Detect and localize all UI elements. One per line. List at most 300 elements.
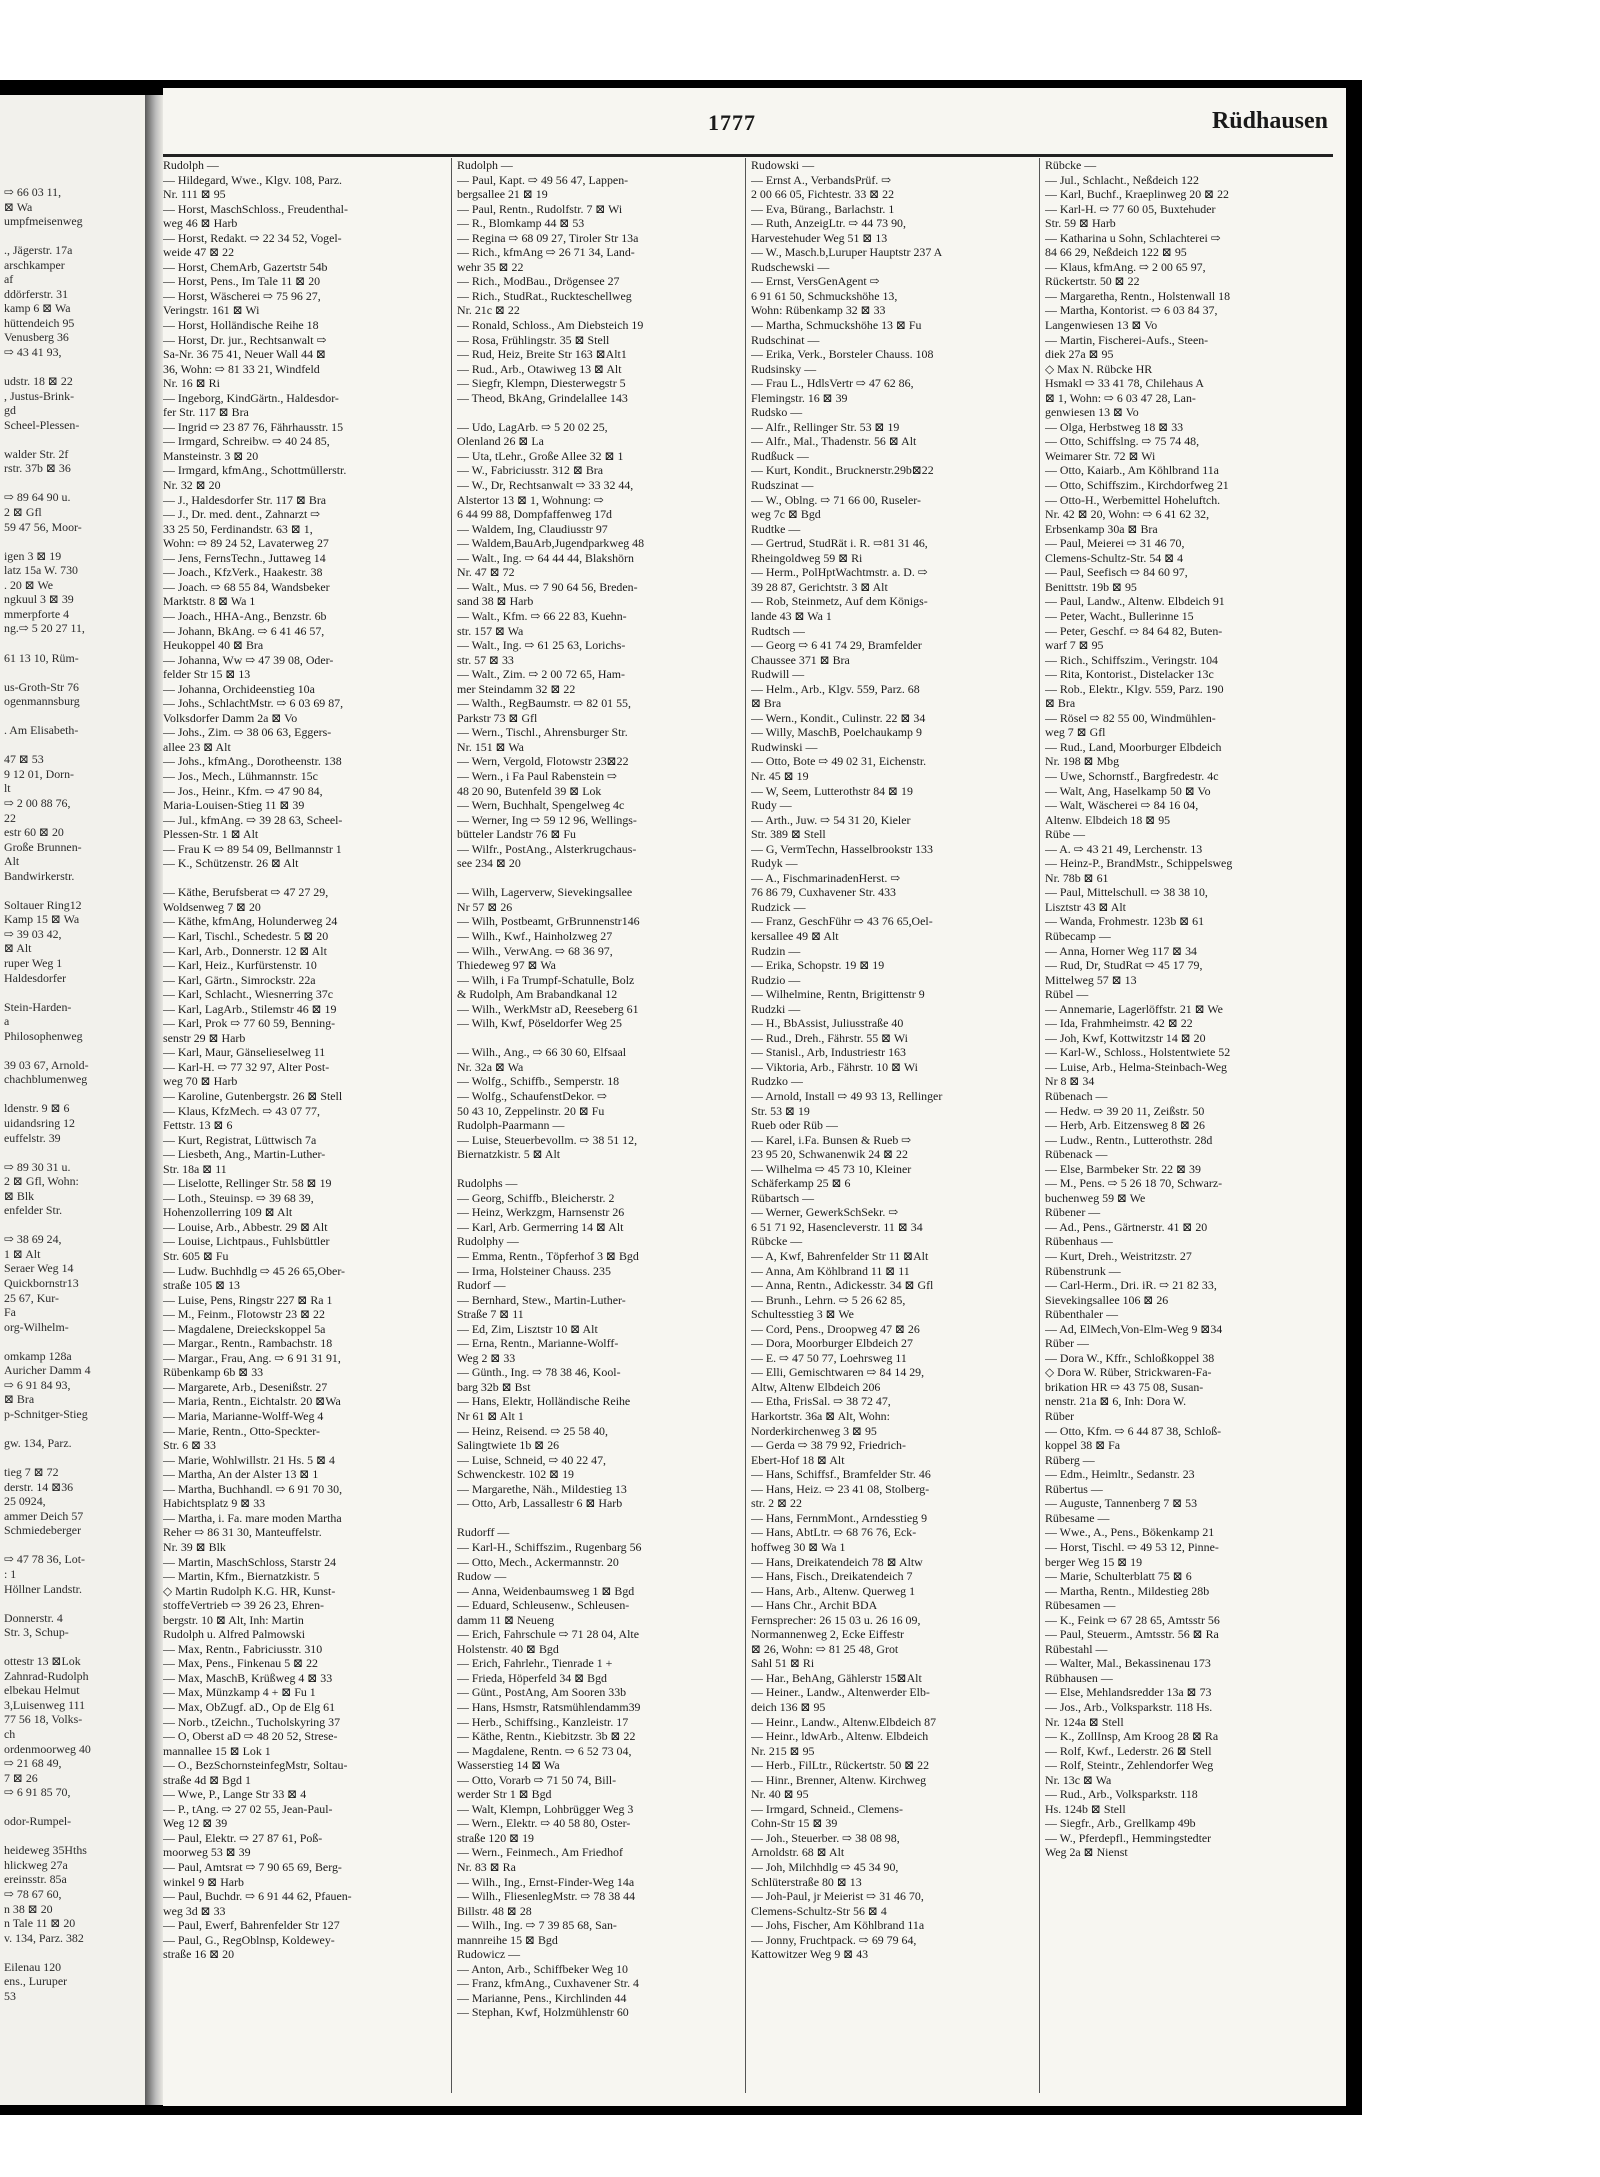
directory-line: — Karoline, Gutenbergstr. 26 ⊠ Stell [163, 1089, 343, 1103]
directory-line: Cohn-Str 15 ⊠ 39 [751, 1816, 838, 1831]
directory-line: — Wilh., Ing., Ernst-Finder-Weg 14a [457, 1874, 635, 1889]
directory-line: Str. 605 ⊠ Fu [163, 1249, 229, 1264]
directory-line: — Stephan, Kwf, Holzmühlenstr 60 [457, 2005, 629, 2020]
directory-line: — Waldem,BauArb,Jugendparkweg 48 [457, 536, 645, 551]
left-page-line: ng.⇨ 5 20 27 11, [4, 621, 85, 636]
left-page-line: Haldesdorfer [4, 970, 67, 985]
directory-line: — Margarete, Arb., Desenißstr. 27 [163, 1379, 328, 1394]
left-page-line: ⊠ Alt [4, 941, 32, 956]
page-number: 1777 [708, 110, 756, 135]
directory-line: — Eduard, Schleusenw., Schleusen- [457, 1598, 630, 1613]
column-divider [745, 158, 746, 2093]
directory-line: Str. 18a ⊠ 11 [163, 1161, 227, 1176]
directory-line: ◇ Max N. Rübcke HR [1045, 361, 1153, 376]
column-1 [163, 158, 445, 2098]
directory-line: Rübenkamp 6b ⊠ 33 [163, 1365, 264, 1380]
directory-line: — Heinz-P., BrandMstr., Schippelsweg [1045, 856, 1233, 871]
directory-line: — Johs., kfmAng., Dorotheenstr. 138 [163, 754, 342, 769]
page-header [163, 102, 1346, 142]
directory-line: — Liselotte, Rellinger Str. 58 ⊠ 19 [163, 1176, 332, 1191]
left-page-line: ldenstr. 9 ⊠ 6 [4, 1101, 70, 1116]
directory-line: — Else, Mehlandsredder 13a ⊠ 73 [1045, 1685, 1212, 1700]
left-page-line: 2 ⊠ Gfl, Wohn: [4, 1174, 79, 1189]
directory-line: — Walt., Ing. ⇨ 64 44 44, Blakshörn [457, 550, 634, 565]
left-page-line: 22 [4, 810, 16, 825]
left-page-line: a [4, 1014, 10, 1029]
directory-line: — Rob., Elektr., Klgv. 559, Parz. 190 [1045, 681, 1224, 696]
directory-line: — Martha, Rentn., Mildestieg 28b [1045, 1583, 1210, 1598]
directory-line: 6 51 71 92, Hasencleverstr. 11 ⊠ 34 [751, 1219, 923, 1234]
directory-line: Hsmakl ⇨ 33 41 78, Chilehaus A [1045, 376, 1204, 391]
directory-line: see 234 ⊠ 20 [457, 856, 521, 871]
left-page-line: lt [4, 781, 11, 796]
directory-line: — Wwe, P., Lange Str 33 ⊠ 4 [163, 1787, 307, 1802]
directory-line: — Uta, tLehr., Große Allee 32 ⊠ 1 [457, 448, 624, 463]
left-page-line: ereinsstr. 85a [4, 1872, 67, 1887]
directory-line: — Anton, Arb., Schiffbeker Weg 10 [457, 1961, 628, 1976]
directory-line: mer Steindamm 32 ⊠ 22 [457, 681, 576, 696]
directory-line: — Martha, Schmuckshöhe 13 ⊠ Fu [751, 318, 922, 333]
directory-line: Rheingoldweg 59 ⊠ Ri [751, 550, 863, 565]
directory-line: — Wilh., WerkMstr aD, Reeseberg 61 [457, 1001, 639, 1016]
directory-line: — Wanda, Frohmestr. 123b ⊠ 61 [1045, 914, 1205, 929]
directory-line: Altw, Altenw Elbdeich 206 [751, 1379, 881, 1394]
directory-line: Rübenthaler — [1045, 1307, 1118, 1322]
directory-line: allee 23 ⊠ Alt [163, 739, 231, 754]
directory-line: — Theod, BkAng, Grindelallee 143 [457, 390, 628, 405]
directory-line: — Max, Pens., Finkenau 5 ⊠ 22 [163, 1656, 318, 1671]
directory-line: — Wwe., A., Pens., Bökenkamp 21 [1045, 1525, 1215, 1540]
directory-line: Nr. 151 ⊠ Wa [457, 739, 524, 754]
directory-line: — Martha, i. Fa. mare moden Martha [163, 1510, 342, 1525]
directory-line: Weimarer Str. 72 ⊠ Wi [1045, 448, 1156, 463]
directory-line: — Heinr., ldwArb., Altenw. Elbdeich [751, 1729, 929, 1744]
directory-line: weg 70 ⊠ Harb [163, 1074, 238, 1089]
directory-line: 39 28 87, Gerichtstr. 3 ⊠ Alt [751, 579, 888, 594]
directory-line: weg 7 ⊠ Gfl [1045, 725, 1106, 740]
left-page-line: rstr. 37b ⊠ 36 [4, 461, 71, 476]
left-page-line: 59 47 56, Moor- [4, 519, 82, 534]
left-page-line [4, 883, 145, 898]
directory-line: — K., Feink ⇨ 67 28 65, Amtsstr 56 [1045, 1612, 1220, 1627]
directory-line: Sahl 51 ⊠ Ri [751, 1656, 815, 1671]
directory-line: — Wilhelma ⇨ 45 73 10, Kleiner [751, 1161, 912, 1176]
directory-line: Rudowicz — [457, 1947, 521, 1962]
directory-line: hoffweg 30 ⊠ Wa 1 [751, 1539, 846, 1554]
left-page-line: ⇨ 6 91 85 70, [4, 1785, 71, 1800]
left-page-line: Kamp 15 ⊠ Wa [4, 912, 80, 927]
left-page-line: euffelstr. 39 [4, 1130, 61, 1145]
directory-line: Nr. 21c ⊠ 22 [457, 303, 520, 318]
directory-line: — Anna, Weidenbaumsweg 1 ⊠ Bgd [457, 1583, 635, 1598]
directory-line: — Arth., Juw. ⇨ 54 31 20, Kieler [751, 812, 911, 827]
directory-line: — Rolf, Steintr., Zehlendorfer Weg [1045, 1758, 1214, 1773]
directory-line: Straße 7 ⊠ 11 [457, 1307, 524, 1322]
directory-line: Maria-Louisen-Stieg 11 ⊠ 39 [163, 798, 305, 813]
directory-line: — W., Masch.b,Luruper Hauptstr 237 A [751, 245, 943, 260]
directory-line: — Paul, Mittelschull. ⇨ 38 38 10, [1045, 885, 1208, 900]
directory-line: Biernatzkistr. 5 ⊠ Alt [457, 1147, 561, 1162]
directory-line: ⊠ Bra [751, 696, 782, 711]
directory-line: — Paul, Ewerf, Bahrenfelder Str 127 [163, 1918, 340, 1933]
directory-line: Schwenckestr. 102 ⊠ 19 [457, 1467, 574, 1482]
directory-line: — Anna, Am Köhlbrand 11 ⊠ 11 [751, 1263, 910, 1278]
directory-line: — Paul, Seefisch ⇨ 84 60 97, [1045, 565, 1188, 580]
left-page-line [4, 1640, 145, 1655]
left-page-line [4, 1087, 145, 1102]
directory-line: — W, Seem, Lutterothstr 84 ⊠ 19 [751, 783, 913, 798]
directory-line: — Erika, Verk., Borsteler Chauss. 108 [751, 347, 934, 362]
left-page-line: ⇨ 89 64 90 u. [4, 490, 71, 505]
directory-line: — Joach. ⇨ 68 55 84, Wandsbeker [163, 579, 330, 594]
directory-line: Rübenack — [1045, 1147, 1108, 1162]
directory-line: — Luise, Steuerbevollm. ⇨ 38 51 12, [457, 1132, 638, 1147]
left-page-line: v. 134, Parz. 382 [4, 1930, 84, 1945]
directory-line: — Käthe, Berufsberat ⇨ 47 27 29, [163, 885, 329, 900]
directory-line: — Hedw. ⇨ 39 20 11, Zeißstr. 50 [1045, 1103, 1205, 1118]
directory-line: — H., BbAssist, Juliusstraße 40 [751, 1016, 904, 1031]
directory-line: — Irmgard, Schneid., Clemens- [751, 1801, 903, 1816]
directory-line: Nr. 47 ⊠ 72 [457, 565, 515, 580]
directory-line: — Auguste, Tannenberg 7 ⊠ 53 [1045, 1496, 1198, 1511]
directory-line: winkel 9 ⊠ Harb [163, 1874, 244, 1889]
directory-line: — Rud., Dreh., Fährstr. 55 ⊠ Wi [751, 1030, 908, 1045]
directory-line: — Martha, Buchhandl. ⇨ 6 91 70 30, [163, 1481, 343, 1496]
left-page-line: Stein-Harden- [4, 999, 72, 1014]
directory-line: mannallee 15 ⊠ Lok 1 [163, 1743, 271, 1758]
directory-line: — Maria, Rentn., Eichtalstr. 20 ⊠Wa [163, 1394, 341, 1409]
left-page-line: Fa [4, 1305, 16, 1320]
directory-line: Rückertstr. 50 ⊠ 22 [1045, 274, 1140, 289]
left-page-line: . 20 ⊠ We [4, 577, 54, 592]
directory-line: — Max, Rentn., Fabriciusstr. 310 [163, 1641, 323, 1656]
directory-line: — Jonny, Fruchtpack. ⇨ 69 79 64, [751, 1932, 917, 1947]
directory-line: — Horst, Pens., Im Tale 11 ⊠ 20 [163, 274, 321, 289]
left-page-line: us-Groth-Str 76 [4, 679, 79, 694]
directory-line: Rübesame — [1045, 1510, 1110, 1525]
directory-line: Rudsinsky — [751, 361, 817, 376]
left-page-line: ruper Weg 1 [4, 955, 63, 970]
left-page-line: ., Jägerstr. 17a [4, 243, 73, 258]
left-page-line: uidandsring 12 [4, 1116, 76, 1130]
directory-line: — Hans, Arb., Altenw. Querweg 1 [751, 1583, 916, 1598]
left-page-line: ⇨ 47 78 36, Lot- [4, 1552, 85, 1567]
left-page-line: ⇨ 66 03 11, [4, 185, 62, 199]
directory-line: weg 46 ⊠ Harb [163, 216, 238, 231]
directory-line: — Wolfg., SchaufenstDekor. ⇨ [457, 1089, 608, 1103]
directory-line: — Hildegard, Wwe., Klgv. 108, Parz. [163, 172, 342, 187]
left-page-line [4, 636, 145, 651]
directory-line: 50 43 10, Zeppelinstr. 20 ⊠ Fu [457, 1103, 605, 1118]
directory-line: Plessen-Str. 1 ⊠ Alt [163, 827, 259, 842]
directory-line: — G, VermTechn, Hasselbrookstr 133 [751, 841, 933, 856]
directory-line: — Otto-H., Werbemittel Hoheluftch. [1045, 492, 1221, 507]
directory-line: — Rob, Steinmetz, Auf dem Königs- [751, 594, 928, 609]
directory-line: — Alfr., Mal., Thadenstr. 56 ⊠ Alt [751, 434, 917, 449]
directory-line: — Karl, Maur, Gänselieselweg 11 [163, 1045, 326, 1060]
directory-line: Schultesstieg 3 ⊠ We [751, 1307, 854, 1322]
directory-line: Schlüterstraße 80 ⊠ 13 [751, 1874, 862, 1889]
directory-line: — Karl-H. ⇨ 77 60 05, Buxtehuder [1045, 201, 1216, 216]
left-page-line: ⇨ 78 67 60, [4, 1886, 62, 1901]
left-page-line: : 1 [4, 1566, 17, 1581]
directory-line: — Wilh., Ing. ⇨ 7 39 85 68, San- [457, 1918, 617, 1933]
directory-page [163, 88, 1346, 2106]
directory-line: — Horst, Redakt. ⇨ 22 34 52, Vogel- [163, 230, 342, 245]
directory-line: — Ronald, Schloss., Am Diebsteich 19 [457, 318, 644, 333]
directory-line: 76 86 79, Cuxhavener Str. 433 [751, 885, 896, 900]
directory-line: — J., Dr. med. dent., Zahnarzt ⇨ [163, 507, 321, 522]
left-page-line [4, 1334, 145, 1349]
directory-line: — Louise, Lichtpaus., Fuhlsbüttler [163, 1234, 330, 1249]
directory-line: Flemingstr. 16 ⊠ 39 [751, 390, 848, 405]
directory-line: — Irmgard, kfmAng., Schottmüllerstr. [163, 463, 347, 478]
directory-line: Salingtwiete 1b ⊠ 26 [457, 1438, 560, 1453]
left-page-line: ⊠ Bra [4, 1392, 35, 1407]
directory-line: Erbsenkamp 30a ⊠ Bra [1045, 521, 1158, 536]
left-page-line [4, 476, 145, 491]
directory-line: Rübhausen — [1045, 1670, 1113, 1685]
directory-line: — Wilh, i Fa Trumpf-Schatulle, Bolz [457, 972, 635, 987]
directory-line: Clemens-Schultz-Str. 54 ⊠ 4 [1045, 550, 1184, 565]
directory-line: — Wern, Buchhalt, Spengelweg 4c [457, 798, 625, 813]
left-page-line [4, 1596, 145, 1611]
directory-line: — Har., BehAng, Gählerstr 15⊠Alt [751, 1670, 922, 1685]
left-page-line: ammer Deich 57 [4, 1508, 84, 1523]
directory-line: — Martha, An der Alster 13 ⊠ 1 [163, 1467, 319, 1482]
directory-line: — M., Pens. ⇨ 5 26 18 70, Schwarz- [1045, 1176, 1223, 1191]
directory-line: Altenw. Elbdeich 18 ⊠ 95 [1045, 812, 1171, 827]
directory-line: — Joh-Paul, jr Meierist ⇨ 31 46 70, [751, 1889, 924, 1904]
directory-line: damm 11 ⊠ Neueng [457, 1612, 555, 1627]
directory-line: Str. 53 ⊠ 19 [751, 1103, 810, 1118]
directory-line: Rudorff — [457, 1525, 510, 1540]
directory-line: — Margaretha, Rentn., Holstenwall 18 [1045, 288, 1231, 303]
directory-line: — Käthe, Rentn., Kiebitzstr. 3b ⊠ 22 [457, 1729, 636, 1744]
column-3 [751, 158, 1033, 2098]
directory-line: — Erich, Fahrlehr., Tienrade 1 + [457, 1656, 613, 1671]
directory-line: weg 7c ⊠ Bgd [751, 507, 821, 522]
left-page-line: ottestr 13 ⊠Lok [4, 1654, 81, 1669]
directory-line: — Otto, Vorarb ⇨ 71 50 74, Bill- [457, 1772, 617, 1787]
directory-line: Rudzko — [751, 1074, 803, 1089]
directory-line: straße 16 ⊠ 20 [163, 1947, 235, 1962]
directory-line: Nr. 83 ⊠ Ra [457, 1859, 516, 1874]
directory-line: — J., Haldesdorfer Str. 117 ⊠ Bra [163, 492, 327, 507]
directory-line: — Wilh., VerwAng. ⇨ 68 36 97, [457, 943, 613, 958]
directory-line: Nr. 198 ⊠ Mbg [1045, 754, 1120, 769]
directory-line: koppel 38 ⊠ Fa [1045, 1438, 1121, 1453]
directory-line: — Wern., Kondit., Culinstr. 22 ⊠ 34 [751, 710, 926, 725]
directory-line: — P., tAng. ⇨ 27 02 55, Jean-Paul- [163, 1801, 333, 1816]
left-page-line: gw. 134, Parz. [4, 1436, 72, 1451]
directory-line: 84 66 29, Neßdeich 122 ⊠ 95 [1045, 245, 1187, 260]
directory-line: weide 47 ⊠ 22 [163, 245, 235, 260]
left-page-line: af [4, 272, 14, 287]
directory-line: — Margar., Rentn., Rambachstr. 18 [163, 1336, 333, 1351]
directory-line: — Wilh, Postbeamt, GrBrunnenstr146 [457, 914, 640, 929]
directory-line: — Anna, Rentn., Adickesstr. 34 ⊠ Gfl [751, 1278, 934, 1293]
directory-line: — Günt., PostAng, Am Sooren 33b [457, 1685, 627, 1700]
directory-line: — Gerda ⇨ 38 79 92, Friedrich- [751, 1438, 906, 1453]
directory-line: — Paul, Kapt. ⇨ 49 56 47, Lappen- [457, 172, 629, 187]
directory-line: — Loth., Steuinsp. ⇨ 39 68 39, [163, 1190, 314, 1205]
directory-line: — Irmgard, Schreibw. ⇨ 40 24 85, [163, 434, 330, 449]
left-page-line: estr 60 ⊠ 20 [4, 825, 64, 840]
directory-line: — Marie, Schulterblatt 75 ⊠ 6 [1045, 1569, 1192, 1584]
directory-line: — Franz, kfmAng., Cuxhavener Str. 4 [457, 1976, 639, 1991]
left-page-line: Zahnrad-Rudolph [4, 1668, 89, 1683]
left-page-line [4, 229, 145, 244]
left-page-line: hüttendeich 95 [4, 315, 75, 330]
directory-line: Str. 59 ⊠ Harb [1045, 216, 1116, 231]
directory-line: — Herb., FilLtr., Rückertstr. 50 ⊠ 22 [751, 1758, 930, 1773]
directory-line: — Günth., Ing. ⇨ 78 38 46, Kool- [457, 1365, 621, 1380]
left-page-line [4, 1800, 145, 1815]
directory-line: Parkstr 73 ⊠ Gfl [457, 710, 538, 725]
column-2 [457, 158, 739, 2098]
directory-line: — Ernst, VersGenAgent ⇨ [751, 274, 880, 289]
directory-line: Rübertus — [1045, 1481, 1103, 1496]
directory-line: Volksdorfer Damm 2a ⊠ Vo [163, 710, 298, 725]
directory-line: — Walt., Mus. ⇨ 7 90 64 56, Breden- [457, 579, 638, 594]
directory-line: — Jos., Arb., Volksparkstr. 118 Hs. [1045, 1699, 1213, 1714]
directory-line: ⊠ 26, Wohn: ⇨ 81 25 48, Grot [751, 1641, 899, 1656]
left-page-line [4, 1829, 145, 1844]
left-page-line: 47 ⊠ 53 [4, 752, 44, 767]
directory-line: — Eva, Bürang., Barlachstr. 1 [751, 201, 895, 216]
left-page-line: kamp 6 ⊠ Wa [4, 301, 71, 316]
directory-line: — Georg, Schiffb., Bleicherstr. 2 [457, 1190, 615, 1205]
left-page-line: ens., Luruper [4, 1974, 68, 1989]
directory-line: — Rud., Land, Moorburger Elbdeich [1045, 739, 1222, 754]
directory-line: Wohn: Rübenkamp 32 ⊠ 33 [751, 303, 886, 318]
directory-line: Rudszinat — [751, 478, 814, 493]
directory-line: Heukoppel 40 ⊠ Bra [163, 638, 264, 653]
directory-line: — Frieda, Höperfeld 34 ⊠ Bgd [457, 1670, 607, 1685]
directory-line: Nr 8 ⊠ 34 [1045, 1074, 1095, 1089]
left-page-line [4, 1043, 145, 1058]
left-page-line: 3,Luisenweg 111 [4, 1697, 86, 1712]
left-page-line: Bandwirkerstr. [4, 868, 75, 883]
directory-line: Sa-Nr. 36 75 41, Neuer Wall 44 ⊠ [163, 347, 327, 362]
left-page-line: Philosophenweg [4, 1028, 83, 1043]
directory-line: Benittstr. 19b ⊠ 95 [1045, 579, 1137, 594]
directory-line: — W., Oblng. ⇨ 71 66 00, Ruseler- [751, 492, 921, 507]
directory-line: Wohn: ⇨ 89 24 52, Lavaterweg 27 [163, 536, 329, 551]
directory-line: — Wilh, Lagerverw, Sievekingsallee [457, 885, 633, 900]
directory-line: — Wern., Elektr. ⇨ 40 58 80, Oster- [457, 1816, 631, 1831]
directory-line: — Liesbeth, Ang., Martin-Luther- [163, 1147, 326, 1162]
left-page-line [4, 709, 145, 724]
directory-line: — Hans, Elektr, Holländische Reihe [457, 1394, 631, 1409]
directory-line: — Emma, Rentn., Töpferhof 3 ⊠ Bgd [457, 1249, 639, 1264]
directory-line: — Walth., RegBaumstr. ⇨ 82 01 55, [457, 696, 631, 711]
directory-line: Rudolph u. Alfred Palmowski [163, 1627, 306, 1642]
directory-line: — Peter, Wacht., Bullerinne 15 [1045, 608, 1194, 623]
directory-line: wehr 35 ⊠ 22 [457, 259, 524, 274]
directory-line: Fernsprecher: 26 15 03 u. 26 16 09, [751, 1612, 921, 1627]
directory-line: — Hans, Fisch., Dreikatendeich 7 [751, 1569, 913, 1584]
left-page-line: Große Brunnen- [4, 839, 82, 854]
directory-line: — A. ⇨ 43 21 49, Lerchenstr. 13 [1045, 841, 1203, 856]
left-page-line: Str. 3, Schup- [4, 1625, 69, 1640]
directory-line: — Anna, Horner Weg 117 ⊠ 34 [1045, 943, 1197, 958]
directory-line: Holstenstr. 40 ⊠ Bgd [457, 1641, 559, 1656]
left-page-line: 25 0924, [4, 1494, 46, 1509]
directory-line: — Paul, Meierei ⇨ 31 46 70, [1045, 536, 1185, 551]
left-page-line: Eilenau 120 [4, 1959, 62, 1974]
directory-line: — Ernst A., VerbandsPrüf. ⇨ [751, 172, 892, 187]
directory-line: felder Str 15 ⊠ 13 [163, 667, 251, 682]
directory-line: — Karl, Gärtn., Simrockstr. 22a [163, 972, 316, 987]
directory-line: — Kurt, Kondit., Brucknerstr.29b⊠22 [751, 463, 934, 478]
directory-line: lande 43 ⊠ Wa 1 [751, 608, 832, 623]
directory-line: — Wilh., Ang., ⇨ 66 30 60, Elfsaal [457, 1045, 627, 1060]
directory-line: — Brunh., Lehrn. ⇨ 5 26 62 85, [751, 1292, 906, 1307]
directory-line: Hs. 124b ⊠ Stell [1045, 1801, 1126, 1816]
left-page-line: Schmiedeberger [4, 1523, 82, 1538]
directory-line: Habichtsplatz 9 ⊠ 33 [163, 1496, 266, 1511]
directory-line: — Rich., kfmAng ⇨ 26 71 34, Land- [457, 245, 635, 260]
directory-line: — Viktoria, Arb., Fährstr. 10 ⊠ Wi [751, 1059, 918, 1074]
directory-line: — Karl-H., Schiffszim., Rugenbarg 56 [457, 1539, 642, 1554]
left-page-text [4, 185, 145, 2003]
directory-line: — Rolf, Kwf., Lederstr. 26 ⊠ Stell [1045, 1743, 1212, 1758]
directory-line: — Ingrid ⇨ 23 87 76, Fährhausstr. 15 [163, 419, 344, 434]
directory-line: — Horst, ChemArb, Gazertstr 54b [163, 259, 328, 274]
directory-line: — Otto, Mech., Ackermannstr. 20 [457, 1554, 619, 1569]
left-page-line: umpfmeisenweg [4, 214, 83, 229]
left-page-line: ordenmoorweg 40 [4, 1741, 91, 1756]
directory-line: — Arnold, Install ⇨ 49 93 13, Rellinger [751, 1089, 943, 1103]
directory-line: — Magdalene, Dreieckskoppel 5a [163, 1321, 326, 1336]
left-page-line: ch [4, 1726, 16, 1741]
directory-line: — Klaus, kfmAng. ⇨ 2 00 65 97, [1045, 259, 1206, 274]
directory-line: — Luise, Pens, Ringstr 227 ⊠ Ra 1 [163, 1292, 333, 1307]
directory-line: — Rösel ⇨ 82 55 00, Windmühlen- [1045, 710, 1216, 725]
directory-line: — Herb, Arb. Eitzensweg 8 ⊠ 26 [1045, 1118, 1205, 1133]
directory-line: — Karl, Schlacht., Wiesnerring 37c [163, 987, 334, 1002]
directory-line: weg 3d ⊠ 33 [163, 1903, 226, 1918]
left-page-line: , Justus-Brink- [4, 388, 75, 403]
directory-line: — Peter, Geschf. ⇨ 84 64 82, Buten- [1045, 623, 1223, 638]
left-page-line: ⇨ 43 41 93, [4, 345, 62, 360]
left-page-line: Donnerstr. 4 [4, 1610, 63, 1625]
directory-line: — Paul, G., RegOblnsp, Koldewey- [163, 1932, 335, 1947]
left-page-line: gd [4, 403, 16, 418]
directory-line: — Karl, Tischl., Schedestr. 5 ⊠ 20 [163, 928, 329, 943]
directory-line: — Martha, Kontorist. ⇨ 6 03 84 37, [1045, 303, 1218, 318]
left-page-fragment [0, 95, 146, 2105]
directory-line: — Willy, MaschB, Poelchaukamp 9 [751, 725, 922, 740]
directory-line: Chaussee 371 ⊠ Bra [751, 652, 850, 667]
directory-line: — Stanisl., Arb, Industriestr 163 [751, 1045, 906, 1060]
directory-line: — Karl, Buchf., Kraeplinweg 20 ⊠ 22 [1045, 187, 1229, 202]
directory-line: — Otto, Schiffslng. ⇨ 75 74 48, [1045, 434, 1200, 449]
directory-line: ◇ Dora W. Rüber, Strickwaren-Fa- [1045, 1365, 1212, 1380]
left-page-line: 53 [4, 1988, 16, 2003]
directory-line: — K., ZollInsp, Am Kroog 28 ⊠ Ra [1045, 1729, 1219, 1744]
directory-line: Olenland 26 ⊠ La [457, 434, 544, 449]
directory-line: — Horst, Tischl. ⇨ 49 53 12, Pinne- [1045, 1539, 1219, 1554]
directory-line: — Heinz, Werkzgm, Harnsenstr 26 [457, 1205, 625, 1220]
directory-line [457, 405, 739, 420]
directory-line: diek 27a ⊠ 95 [1045, 347, 1114, 362]
directory-line: fer Str. 117 ⊠ Bra [163, 405, 249, 420]
directory-line: — Carl-Herm., Dri. iR. ⇨ 21 82 33, [1045, 1278, 1217, 1293]
directory-line: — Joh, Milchhdlg ⇨ 45 34 90, [751, 1859, 899, 1874]
